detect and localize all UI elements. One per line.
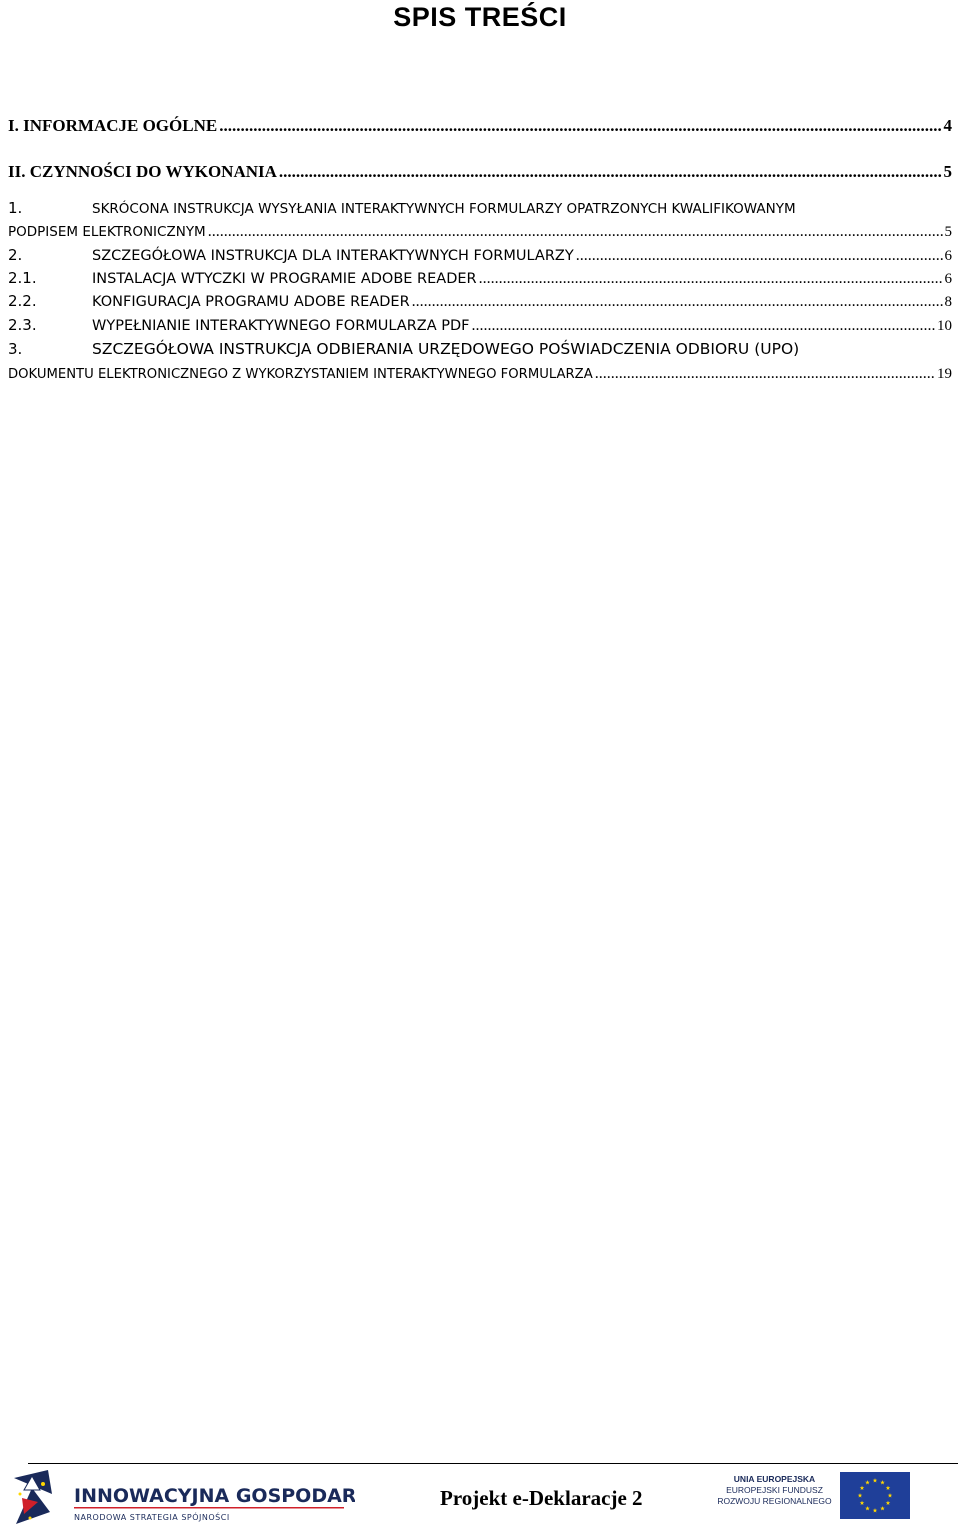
toc-entry-number: 2.1. [8,269,37,287]
project-name: Projekt e-Deklaracje 2 [440,1486,643,1510]
eu-label-line3: ROZWOJU REGIONALNEGO [717,1496,832,1506]
toc-entry-label: INSTALACJA WTYCZKI W PROGRAMIE ADOBE READER [92,271,477,287]
toc-leader [279,162,942,182]
logo-title: INNOWACYJNA GOSPODARKA [74,1485,355,1507]
toc-entry-number: 3. [8,340,23,358]
toc-leader [472,317,935,335]
innowacyjna-gospodarka-logo [10,1468,355,1528]
toc-entry-label: WYPEŁNIANIE INTERAKTYWNEGO FORMULARZA PDF [92,318,470,334]
toc-entry[interactable] [8,116,952,136]
toc-entry[interactable] [8,316,952,335]
toc-entry[interactable] [8,292,952,311]
toc-entry-number: 2.2. [8,292,37,310]
toc-entry-page: 5 [943,162,952,181]
toc-entry-label-continued: PODPISEM ELEKTRONICZNYM [8,224,206,240]
toc-entry-page: 6 [944,248,952,264]
toc-entry[interactable] [8,340,952,358]
toc-leader [576,247,943,265]
toc-entry-page: 10 [937,318,952,334]
toc-entry-label-continued: DOKUMENTU ELEKTRONICZNEGO Z WYKORZYSTANIEM INTERAKTYWNEGO FORMULARZA [8,367,593,382]
toc-entry-label: KONFIGURACJA PROGRAMU ADOBE READER [92,294,410,310]
toc-leader [479,270,943,288]
toc-entry-continuation[interactable] [8,223,952,241]
page-footer [0,1464,960,1530]
page-title: SPIS TREŚCI [393,2,567,32]
toc-entry-page: 8 [944,294,952,310]
toc-entry-label: I. INFORMACJE OGÓLNE [8,116,218,135]
toc-leader [208,223,943,241]
eu-label-line2: EUROPEJSKI FUNDUSZ [726,1485,823,1495]
toc-entry-label: SZCZEGÓŁOWA INSTRUKCJA DLA INTERAKTYWNYCH FORMULARZY [92,248,574,264]
toc-leader [219,116,941,136]
toc-entry-page: 4 [943,116,952,135]
eu-label-line1: UNIA EUROPEJSKA [733,1474,816,1484]
toc-entry-label: SZCZEGÓŁOWA INSTRUKCJA ODBIERANIA URZĘDOWEGO POŚWIADCZENIA ODBIORU (UPO) [92,340,800,358]
eu-flag-icon [840,1472,910,1519]
toc-entry-page: 6 [944,271,952,287]
eu-fund-label [712,1474,837,1507]
toc-entry[interactable] [8,199,952,217]
toc-entry-continuation[interactable] [8,365,952,383]
toc-entry-label: SKRÓCONA INSTRUKCJA WYSYŁANIA INTERAKTYWNYCH FORMULARZY OPATRZONYCH KWALIFIKOWANYM [92,201,796,217]
toc-leader [595,365,935,383]
toc-entry-number: 2. [8,246,23,264]
toc-entry[interactable] [8,269,952,288]
toc-entry-label: II. CZYNNOŚCI DO WYKONANIA [8,162,277,181]
toc-entry-number: 1. [8,199,23,217]
toc-entry-page: 5 [944,224,952,240]
toc-entry-page: 19 [937,366,952,382]
toc-entry[interactable] [8,162,952,182]
toc-leader [412,293,943,311]
toc-entry-number: 2.3. [8,316,37,334]
logo-subtitle: NARODOWA STRATEGIA SPÓJNOŚCI [74,1513,230,1522]
toc-entry[interactable] [8,246,952,265]
ig-logo-graphic [10,1468,355,1528]
